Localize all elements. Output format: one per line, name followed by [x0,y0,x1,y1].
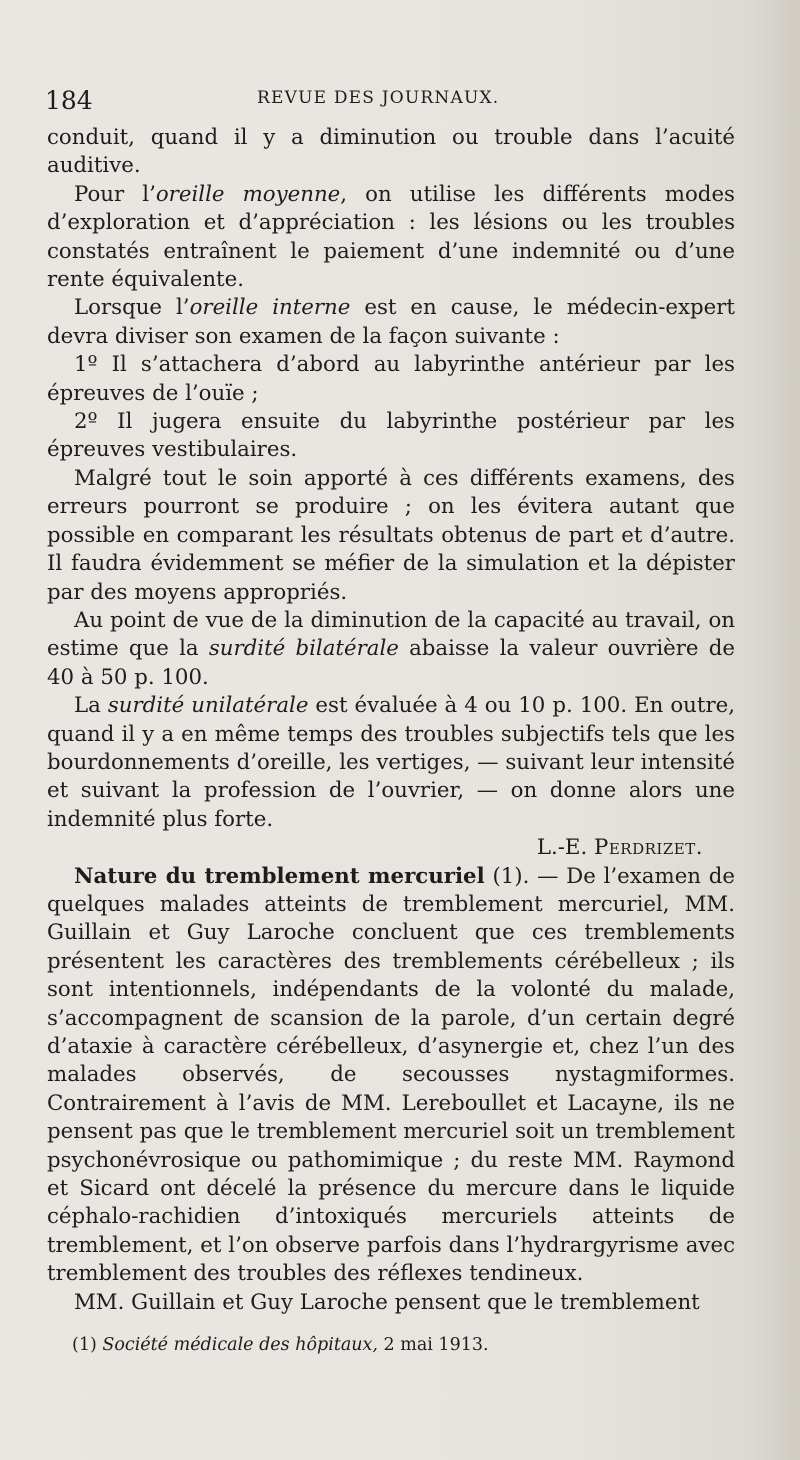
footnote-source: Société médicale des hôpitaux, [102,1335,378,1355]
list-item-1: 1º Il s’attachera d’abord au labyrinthe antérieur par les épreuves de l’ouïe ; [47,352,735,406]
paragraph-guillain-laroche: MM. Guillain et Guy Laroche pensent que le tremblement [74,1289,700,1315]
page-number: 184 [45,86,93,115]
list-item-2: 2º Il jugera ensuite du labyrinthe postérieur par les épreuves vestibulaires. [47,409,735,463]
emphasis: oreille interne [189,295,351,321]
paragraph-continued: conduit, quand il y a diminution ou trouble dans l’acuité auditive. [47,125,735,179]
emphasis: surdité bilatérale [208,636,399,662]
emphasis: surdité unilatérale [107,693,309,719]
section-title: Nature du tremblement mercuriel [74,863,485,889]
paragraph-surdite-unilaterale: La surdité unilatérale est évaluée à 4 ou 10 p. 100. En outre, quand il y a en même temps des troubles subjectifs tels que les bourdonnements d’oreille, les vertiges, — suivant leur intensité et suivant la profession de l’ouvrier, — on donne alors une indemnité plus forte. [47,693,735,832]
footnote-number: (1) [72,1335,97,1355]
section-tremblement-mercuriel: Nature du tremblement mercuriel (1). — De l’examen de quelques malades atteints de tremblement mercuriel, MM. Guillain et Guy Laroche concluent que ces tremblements présentent les caractères des tremblements cérébelleux ; ils sont intentionnels, indépendants de la volonté du malade, s’accompagnent de scansion de la parole, d’un certain degré d’ataxie à caractère cérébelleux, d’asynergie et, chez l’un des malades observés, de secousses nystagmiformes. Contrairement à l’avis de MM. Lereboullet et Lacayne, ils ne pensent pas que le tremblement mercuriel soit un tremblement psychonévrosique ou pathomimique ; du reste MM. Raymond et Sicard ont décelé la présence du mercure dans le liquide céphalo-rachidien d’intoxiqués mercuriels atteints de tremblement, et l’on observe parfois dans l’hydrargyrisme avec tremblement des troubles des réflexes tendineux. [47,863,735,1287]
author-signature: L.-E. Perdrizet. [536,835,703,861]
footnote-reference: (1). [492,863,530,889]
paragraph-malgre: Malgré tout le soin apporté à ces différents examens, des erreurs pourront se produire ; on les évitera autant que possible en comparant les résultats obtenus de part et d’autre. Il faudra évidemment se méfier de la simulation et la dépister par des moyens appropriés. [47,465,735,605]
footnote: (1) Société médicale des hôpitaux, 2 mai 1913. [72,1335,489,1355]
emphasis: oreille moyenne [155,181,341,207]
page-header [45,86,735,120]
running-title: REVUE DES JOURNAUX. [257,88,500,108]
paragraph-oreille-moyenne: Pour l’oreille moyenne, on utilise les différents modes d’exploration et d’appréciation : les lésions ou les troubles constatés entraînent le paiement d’une indemnité ou d’une rente équivalente. [47,181,735,293]
body-text [47,124,735,1317]
paragraph-capacite: Au point de vue de la diminution de la capacité au travail, on estime que la surdité bilatérale abaisse la valeur ouvrière de 40 à 50 p. 100. [47,607,735,690]
paragraph-oreille-interne: Lorsque l’oreille interne est en cause, le médecin-expert devra diviser son examen de la façon suivante : [47,295,735,349]
